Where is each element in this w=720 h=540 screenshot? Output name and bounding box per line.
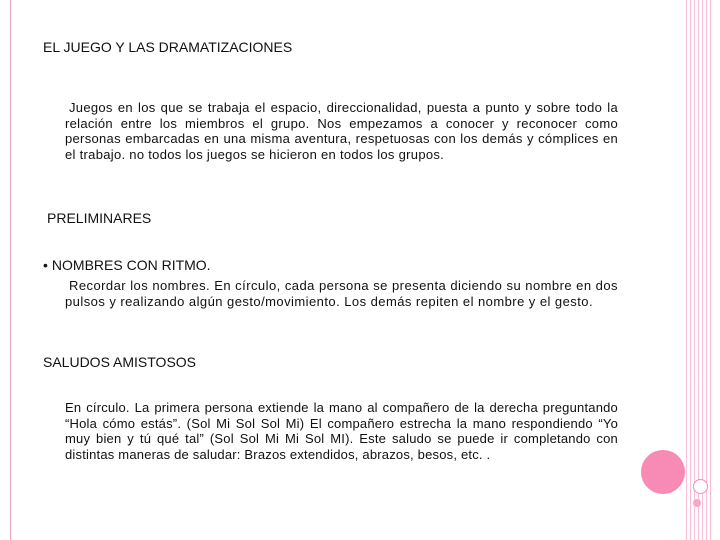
bullet-item-title: NOMBRES CON RITMO. xyxy=(51,257,211,273)
section-heading-saludos: SALUDOS AMISTOSOS xyxy=(43,354,197,370)
saludos-paragraph: En círculo. La primera persona extiende la mano al compañero de la derecha preguntando “Hola cómo estás”. (Sol Mi Sol Sol Mi) El compañero estrecha la mano respondiendo “Yo muy bien y tú qué tal” (Sol Sol Mi Mi Sol MI). Este saludo se puede ir completando con distintas maneras de saludar: Brazos extendidos, abrazos, besos, etc. . xyxy=(65,400,618,462)
bullet-icon: • xyxy=(43,257,48,273)
intro-paragraph: Juegos en los que se trabaja el espacio, direccionalidad, puesta a punto y sobre todo la relación entre los miembros el grupo. Nos empezamos a conocer y reconocer como personas embarcadas en una misma aventura, respetuosas con los demás y cómplices en el trabajo. no todos los juegos se hicieron en todos los grupos. xyxy=(65,100,618,162)
nombres-paragraph: Recordar los nombres. En círculo, cada persona se presenta diciendo su nombre en dos pulsos y realizando algún gesto/movimiento. Los demás repiten el nombre y el gesto. xyxy=(65,278,618,309)
right-frame-line xyxy=(710,0,711,540)
slide-title: EL JUEGO Y LAS DRAMATIZACIONES xyxy=(43,39,293,55)
right-frame-stripes xyxy=(686,0,708,540)
section-heading-preliminares: PRELIMINARES xyxy=(47,210,152,226)
decorative-circle-large xyxy=(641,450,685,494)
bullet-item-nombres-con-ritmo xyxy=(43,257,211,274)
decorative-circle-small xyxy=(693,479,708,494)
decorative-circle-tiny xyxy=(693,499,701,507)
left-frame-line xyxy=(10,0,11,540)
